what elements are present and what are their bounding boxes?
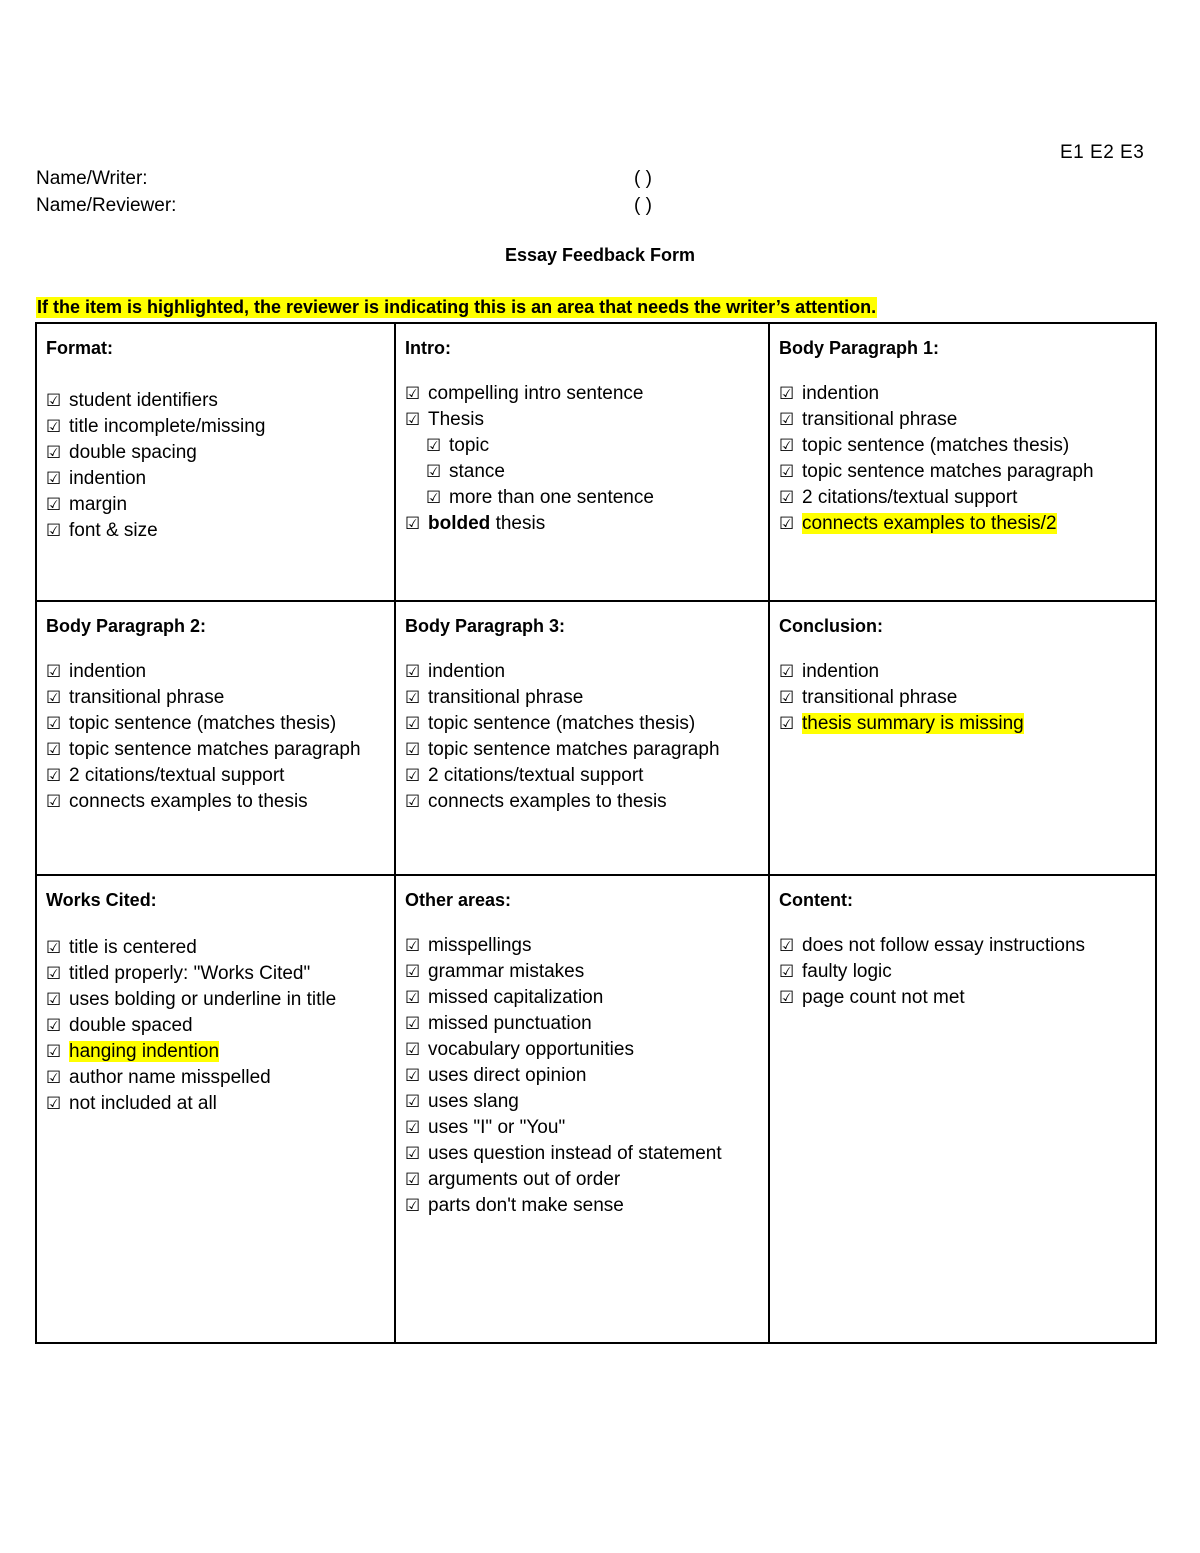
item-label: 2 citations/textual support [802, 487, 1018, 508]
list-item [405, 433, 760, 459]
item-label: topic sentence (matches thesis) [428, 713, 696, 734]
section-conclusion [770, 602, 1157, 876]
checklist [779, 381, 1149, 537]
item-label: indention [69, 468, 147, 489]
checklist [46, 388, 386, 544]
item-label: Thesis [428, 409, 484, 430]
writer-label: Name/Writer: [36, 168, 148, 189]
checkbox-checked-icon: ☑ [779, 662, 795, 681]
item-label: topic sentence matches paragraph [428, 739, 720, 760]
item-label: 2 citations/textual support [428, 765, 644, 786]
section-body-paragraph-3 [396, 602, 770, 876]
checkbox-checked-icon: ☑ [426, 488, 442, 507]
highlighted-item-label: hanging indention [69, 1041, 220, 1062]
item-label: indention [428, 661, 506, 682]
item-label: indention [69, 661, 147, 682]
list-item [46, 1091, 386, 1117]
checkbox-checked-icon: ☑ [405, 1170, 421, 1189]
list-item [405, 381, 760, 407]
list-item [405, 459, 760, 485]
list-item [405, 1089, 760, 1115]
checkbox-checked-icon: ☑ [46, 964, 62, 983]
item-label: faulty logic [802, 961, 892, 982]
list-item [46, 440, 386, 466]
item-label: uses bolding or underline in title [69, 989, 337, 1010]
section-heading: Format: [46, 338, 113, 358]
list-item [405, 1063, 760, 1089]
checkbox-checked-icon: ☑ [405, 766, 421, 785]
checklist [779, 933, 1149, 1011]
item-label: title incomplete/missing [69, 416, 266, 437]
item-label: indention [802, 383, 880, 404]
checkbox-checked-icon: ☑ [405, 740, 421, 759]
item-label: transitional phrase [69, 687, 225, 708]
section-heading: Body Paragraph 3: [405, 616, 566, 636]
section-heading: Body Paragraph 1: [779, 338, 940, 358]
list-item [779, 381, 1149, 407]
item-label: more than one sentence [449, 487, 654, 508]
writer-paren: ( ) [634, 168, 652, 189]
item-label: topic sentence (matches thesis) [69, 713, 337, 734]
list-item [779, 511, 1149, 537]
section-body-paragraph-2 [37, 602, 396, 876]
list-item [405, 711, 760, 737]
checkbox-checked-icon: ☑ [405, 1092, 421, 1111]
item-label: title is centered [69, 937, 197, 958]
checkbox-checked-icon: ☑ [405, 688, 421, 707]
checkbox-checked-icon: ☑ [779, 384, 795, 403]
form-title: Essay Feedback Form [504, 245, 696, 265]
item-label: uses "I" or "You" [428, 1117, 566, 1138]
list-item [405, 1193, 760, 1219]
checkbox-checked-icon: ☑ [46, 688, 62, 707]
checkbox-checked-icon: ☑ [405, 514, 421, 533]
list-item [779, 659, 1149, 685]
checkbox-checked-icon: ☑ [405, 962, 421, 981]
item-label: misspellings [428, 935, 532, 956]
checkbox-checked-icon: ☑ [779, 962, 795, 981]
checkbox-checked-icon: ☑ [779, 514, 795, 533]
checkbox-checked-icon: ☑ [405, 384, 421, 403]
checkbox-checked-icon: ☑ [46, 766, 62, 785]
list-item [779, 407, 1149, 433]
item-label: uses direct opinion [428, 1065, 587, 1086]
list-item [405, 407, 760, 433]
list-item [405, 763, 760, 789]
checkbox-checked-icon: ☑ [46, 1016, 62, 1035]
list-item [405, 659, 760, 685]
item-label: stance [449, 461, 505, 482]
checkbox-checked-icon: ☑ [46, 792, 62, 811]
list-item [779, 485, 1149, 511]
item-label: transitional phrase [802, 687, 958, 708]
list-item [46, 961, 386, 987]
item-label: missed capitalization [428, 987, 604, 1008]
item-label-bold: bolded [428, 513, 491, 534]
list-item [46, 685, 386, 711]
item-label: grammar mistakes [428, 961, 585, 982]
checkbox-checked-icon: ☑ [46, 990, 62, 1009]
exam-tags: E1 E2 E3 [1060, 142, 1145, 163]
reviewer-name-row [36, 195, 676, 217]
list-item [46, 466, 386, 492]
section-heading: Intro: [405, 338, 451, 358]
list-item [779, 985, 1149, 1011]
list-item [405, 933, 760, 959]
list-item [46, 414, 386, 440]
list-item [779, 685, 1149, 711]
item-label: compelling intro sentence [428, 383, 644, 404]
checkbox-checked-icon: ☑ [779, 410, 795, 429]
item-label: parts don't make sense [428, 1195, 624, 1216]
list-item [779, 711, 1149, 737]
checkbox-checked-icon: ☑ [405, 1196, 421, 1215]
feedback-grid [35, 322, 1157, 1344]
list-item [46, 1039, 386, 1065]
list-item [779, 459, 1149, 485]
checkbox-checked-icon: ☑ [779, 988, 795, 1007]
list-item [46, 659, 386, 685]
item-label: titled properly: "Works Cited" [69, 963, 311, 984]
item-label: topic sentence (matches thesis) [802, 435, 1070, 456]
section-heading: Content: [779, 890, 853, 910]
list-item [46, 518, 386, 544]
list-item [405, 1011, 760, 1037]
checkbox-checked-icon: ☑ [46, 521, 62, 540]
reviewer-paren: ( ) [634, 195, 652, 216]
checkbox-checked-icon: ☑ [46, 740, 62, 759]
writer-name-row [36, 168, 676, 190]
item-label: vocabulary opportunities [428, 1039, 634, 1060]
checkbox-checked-icon: ☑ [405, 792, 421, 811]
section-heading: Other areas: [405, 890, 512, 910]
checklist [46, 659, 386, 815]
item-label: double spaced [69, 1015, 193, 1036]
checkbox-checked-icon: ☑ [779, 714, 795, 733]
list-item [46, 1065, 386, 1091]
checkbox-checked-icon: ☑ [405, 714, 421, 733]
checkbox-checked-icon: ☑ [46, 1042, 62, 1061]
list-item [46, 1013, 386, 1039]
list-item [405, 1167, 760, 1193]
list-item [405, 1141, 760, 1167]
list-item [779, 959, 1149, 985]
list-item [46, 711, 386, 737]
checklist [779, 659, 1149, 737]
checkbox-checked-icon: ☑ [46, 417, 62, 436]
item-label: not included at all [69, 1093, 217, 1114]
section-heading: Works Cited: [46, 890, 157, 910]
list-item [405, 985, 760, 1011]
item-label: author name misspelled [69, 1067, 271, 1088]
list-item [779, 433, 1149, 459]
checklist [46, 935, 386, 1117]
checkbox-checked-icon: ☑ [779, 462, 795, 481]
item-label: transitional phrase [802, 409, 958, 430]
checkbox-checked-icon: ☑ [46, 469, 62, 488]
section-works-cited [37, 876, 396, 1344]
list-item [46, 737, 386, 763]
checkbox-checked-icon: ☑ [405, 1014, 421, 1033]
checkbox-checked-icon: ☑ [779, 688, 795, 707]
list-item [46, 935, 386, 961]
item-label: uses question instead of statement [428, 1143, 722, 1164]
checkbox-checked-icon: ☑ [405, 1144, 421, 1163]
list-item [405, 737, 760, 763]
item-label: arguments out of order [428, 1169, 621, 1190]
checkbox-checked-icon: ☑ [405, 410, 421, 429]
list-item [46, 492, 386, 518]
highlighted-item-label: connects examples to thesis/2 [802, 513, 1057, 534]
checklist [405, 933, 760, 1219]
list-item [46, 388, 386, 414]
list-item [405, 1115, 760, 1141]
checkbox-checked-icon: ☑ [46, 1094, 62, 1113]
checkbox-checked-icon: ☑ [405, 988, 421, 1007]
list-item [405, 959, 760, 985]
checkbox-checked-icon: ☑ [426, 462, 442, 481]
section-format [37, 324, 396, 602]
checkbox-checked-icon: ☑ [405, 936, 421, 955]
section-heading: Conclusion: [779, 616, 883, 636]
item-label: topic sentence matches paragraph [802, 461, 1094, 482]
list-item [405, 511, 760, 537]
list-item [46, 789, 386, 815]
item-label: margin [69, 494, 128, 515]
checkbox-checked-icon: ☑ [405, 1040, 421, 1059]
list-item [405, 485, 760, 511]
checkbox-checked-icon: ☑ [405, 1066, 421, 1085]
item-label: font & size [69, 520, 158, 541]
item-label: uses slang [428, 1091, 519, 1112]
item-label: missed punctuation [428, 1013, 592, 1034]
item-label: page count not met [802, 987, 965, 1008]
checkbox-checked-icon: ☑ [46, 938, 62, 957]
item-label: connects examples to thesis [428, 791, 667, 812]
list-item [405, 1037, 760, 1063]
section-content [770, 876, 1157, 1344]
instruction-banner: If the item is highlighted, the reviewer is indicating this is an area that needs the writer’s attention. [37, 297, 877, 317]
item-label: thesis [495, 513, 546, 534]
checkbox-checked-icon: ☑ [426, 436, 442, 455]
item-label: student identifiers [69, 390, 218, 411]
checklist [405, 381, 760, 537]
checkbox-checked-icon: ☑ [46, 391, 62, 410]
checkbox-checked-icon: ☑ [46, 1068, 62, 1087]
list-item [405, 789, 760, 815]
item-label: 2 citations/textual support [69, 765, 285, 786]
checkbox-checked-icon: ☑ [779, 936, 795, 955]
list-item [405, 685, 760, 711]
section-body-paragraph-1 [770, 324, 1157, 602]
checkbox-checked-icon: ☑ [405, 662, 421, 681]
section-heading: Body Paragraph 2: [46, 616, 207, 636]
section-other-areas [396, 876, 770, 1344]
item-label: topic sentence matches paragraph [69, 739, 361, 760]
checkbox-checked-icon: ☑ [779, 436, 795, 455]
checkbox-checked-icon: ☑ [405, 1118, 421, 1137]
item-label: does not follow essay instructions [802, 935, 1086, 956]
list-item [46, 763, 386, 789]
item-label: indention [802, 661, 880, 682]
checkbox-checked-icon: ☑ [46, 662, 62, 681]
item-label: double spacing [69, 442, 197, 463]
checkbox-checked-icon: ☑ [779, 488, 795, 507]
reviewer-label: Name/Reviewer: [36, 195, 177, 216]
highlighted-item-label: thesis summary is missing [802, 713, 1024, 734]
list-item [46, 987, 386, 1013]
checklist [405, 659, 760, 815]
section-intro [396, 324, 770, 602]
checkbox-checked-icon: ☑ [46, 714, 62, 733]
item-label: transitional phrase [428, 687, 584, 708]
checkbox-checked-icon: ☑ [46, 443, 62, 462]
list-item [779, 933, 1149, 959]
item-label: topic [449, 435, 490, 456]
item-label: connects examples to thesis [69, 791, 308, 812]
checkbox-checked-icon: ☑ [46, 495, 62, 514]
